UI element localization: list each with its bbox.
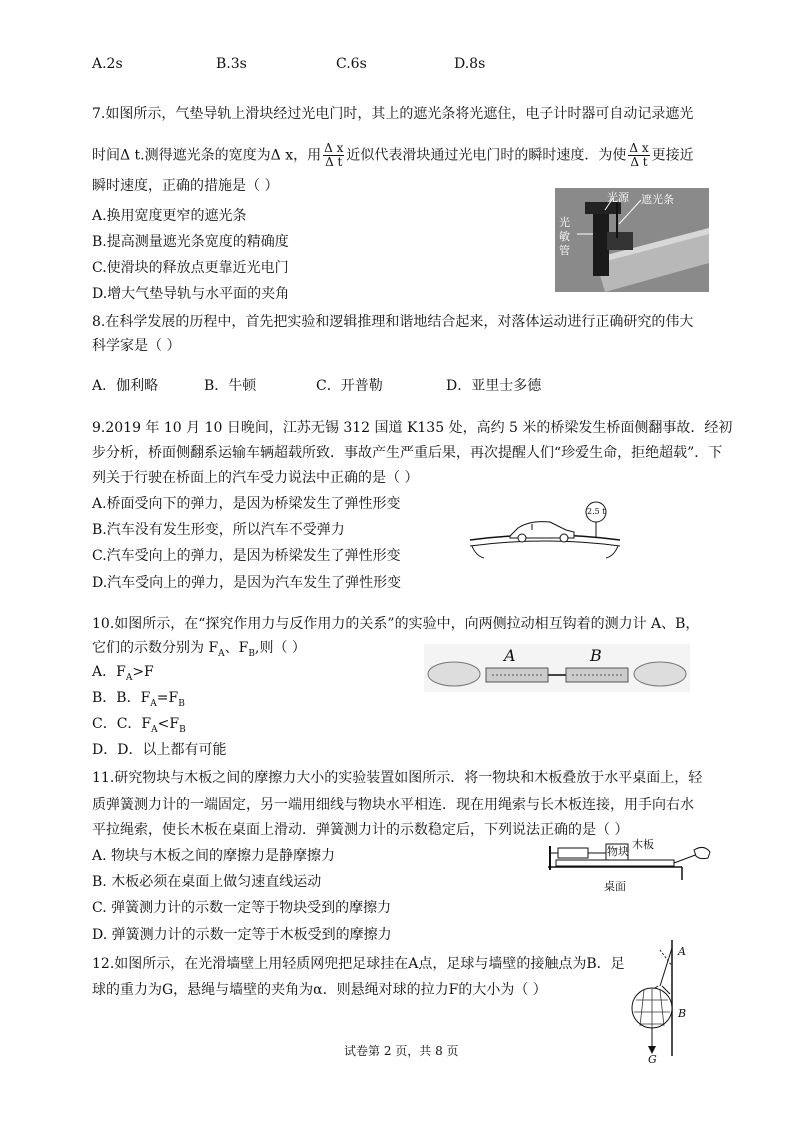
q9-option-b: B.汽车没有发生形变，所以汽车不受弹力: [92, 522, 345, 538]
q8-option-d: D．亚里士多德: [446, 378, 542, 394]
q10-option-b-sub2: B: [178, 698, 185, 709]
q7-fraction-1-den: Δ t: [325, 155, 343, 169]
q10-option-a-post: >F: [132, 664, 154, 680]
q10-option-b-pre: B．B．F: [92, 690, 151, 706]
q7-fraction-2-den: Δ t: [630, 155, 648, 169]
q6-option-c: C.6s: [336, 56, 367, 72]
q11-line2: 质弹簧测力计的一端固定，另一端用细线与物块水平相连．现在用绳索与长木板连接，用手向右水: [92, 797, 694, 813]
q12-line2: 球的重力为G，悬绳与墙壁的夹角为α．则悬绳对球的拉力F的大小为（ ）: [92, 982, 547, 998]
q11-option-d: D. 弹簧测力计的示数一定等于木板受到的摩擦力: [92, 927, 392, 943]
q7-label-tube-2: 敏: [559, 230, 570, 243]
q10-option-a-sub: A: [125, 672, 133, 683]
q7-label-light-source: 光源: [607, 191, 629, 204]
q8-line2: 科学家是（ ）: [92, 338, 181, 354]
q7-fraction-1: [323, 142, 344, 169]
q10-option-b-mid: =F: [156, 690, 179, 706]
q11-option-a: A. 物块与木板之间的摩擦力是静摩擦力: [92, 848, 336, 864]
q10-option-c-sub1: A: [151, 724, 158, 735]
q12-label-b: B: [678, 1007, 687, 1020]
q8-line1: 8.在科学发展的历程中，首先把实验和逻辑推理和谐地结合起来，对落体运动进行正确研究的伟大: [92, 314, 694, 330]
q8-option-c: C．开普勒: [316, 378, 383, 394]
q9-line2: 步分析，桥面侧翻系运输车辆超载所致．事故产生严重后果，再次提醒人们“珍爱生命，拒绝超载”．下: [92, 445, 723, 461]
q7-line3: 瞬时速度，正确的措施是（ ）: [92, 178, 279, 194]
q7-option-d: D.增大气垫导轨与水平面的夹角: [92, 286, 290, 302]
q7-fraction-1-num: Δ x: [324, 141, 344, 155]
page-footer: 试卷第 2 页，共 8 页: [344, 1044, 459, 1058]
q9-weight-sign: 2.5 t: [587, 507, 606, 516]
q10-option-c-pre: C．C．F: [92, 716, 152, 732]
q10-option-b-sub1: A: [150, 698, 157, 709]
q7-label-strip: 遮光条: [641, 193, 674, 206]
q10-label-b: B: [590, 646, 602, 665]
q7-fraction-2-num: Δ x: [629, 141, 649, 155]
q7-air-track-photo: [555, 188, 709, 292]
q12-ball-figure: [630, 940, 690, 1066]
q12-label-a: A: [678, 945, 686, 958]
q10-option-c: [92, 714, 186, 740]
q11-friction-drawing: [548, 840, 714, 902]
q10-option-a: [92, 662, 154, 688]
q6-option-a: A.2s: [92, 56, 123, 72]
q10-option-c-mid: <F: [157, 716, 180, 732]
q9-option-c: C.汽车受向上的弹力，是因为桥梁发生了弹性形变: [92, 548, 401, 564]
q6-option-d: D.8s: [454, 56, 486, 72]
q7-label-tube-1: 光: [559, 216, 570, 229]
q10-label-a: A: [504, 646, 516, 665]
q10-line2: [92, 638, 306, 664]
q9-option-a: A.桥面受向下的弹力，是因为桥梁发生了弹性形变: [92, 496, 401, 512]
q7-option-b: B.提高测量遮光条宽度的精确度: [92, 234, 289, 250]
q10-option-c-sub2: B: [179, 724, 186, 735]
q10-line2-end: ,则（ ）: [255, 640, 306, 656]
q6-option-b: B.3s: [216, 56, 247, 72]
q8-option-b: B．牛顿: [204, 378, 257, 394]
q7-label-tube-3: 管: [559, 244, 570, 257]
q11-label-block: 物块: [607, 845, 629, 858]
q10-option-b: [92, 688, 185, 714]
q7-fraction-2: [628, 142, 649, 169]
q10-option-a-pre: A．F: [92, 664, 126, 680]
q9-bridge-figure: [470, 500, 620, 562]
q9-option-d: D.汽车受向上的弹力，是因为汽车发生了弹性形变: [92, 575, 402, 591]
q7-option-c: C.使滑块的释放点更靠近光电门: [92, 260, 289, 276]
q7-line1: 7.如图所示，气垫导轨上滑块经过光电门时，其上的遮光条将光遮住，电子计时器可自动记录遮光: [92, 106, 694, 122]
q10-line2-pre: 它们的示数分别为 F: [92, 640, 219, 656]
q11-option-b: B. 木板必须在桌面上做匀速直线运动: [92, 874, 322, 890]
q12-line1: 12.如图所示，在光滑墙壁上用轻质网兜把足球挂在A点，足球与墙壁的接触点为B．足: [92, 956, 625, 972]
q10-option-d: D．D．以上都有可能: [92, 742, 227, 758]
q11-label-board: 木板: [632, 838, 654, 851]
q7-line2-c: 更接近: [651, 147, 694, 164]
q7-line2-b: 近似代表滑块通过光电门时的瞬时速度．为使: [346, 147, 627, 164]
q10-line2-sub-a: A: [218, 648, 225, 659]
q9-line3: 列关于行驶在桥面上的汽车受力说法中正确的是（ ）: [92, 470, 419, 486]
q11-friction-figure: [548, 840, 714, 902]
q10-line2-sub-b: B: [248, 648, 256, 659]
q10-spring-scales-drawing: [424, 644, 690, 692]
q7-option-a: A.换用宽度更窄的遮光条: [92, 208, 247, 224]
q8-option-a: A．伽利略: [92, 378, 159, 394]
q12-label-g: G: [648, 1053, 657, 1066]
q7-line2-a: 时间Δ t.测得遮光条的宽度为Δ x，用: [92, 147, 322, 164]
q7-photo-drawing: [555, 188, 709, 292]
q11-label-table: 桌面: [604, 880, 626, 893]
q7-line2: [92, 142, 694, 169]
q9-line1: 9.2019 年 10 月 10 日晚间，江苏无锡 312 国道 K135 处，高约 5 米的桥梁发生桥面侧翻事故．经初: [92, 420, 733, 436]
q10-line2-mid: 、F: [224, 640, 249, 656]
q11-line3: 平拉绳索，使长木板在桌面上滑动．弹簧测力计的示数稳定后，下列说法正确的是（ ）: [92, 822, 629, 838]
q11-line1: 11.研究物块与木板之间的摩擦力大小的实验装置如图所示．将一物块和木板叠放于水平桌面上，轻: [92, 770, 703, 786]
q11-option-c: C. 弹簧测力计的示数一定等于物块受到的摩擦力: [92, 900, 392, 916]
q10-line1: 10.如图所示，在“探究作用力与反作用力的关系”的实验中，向两侧拉动相互钩着的测力计 A、B，: [92, 616, 700, 632]
q10-spring-scales-figure: [424, 644, 690, 692]
